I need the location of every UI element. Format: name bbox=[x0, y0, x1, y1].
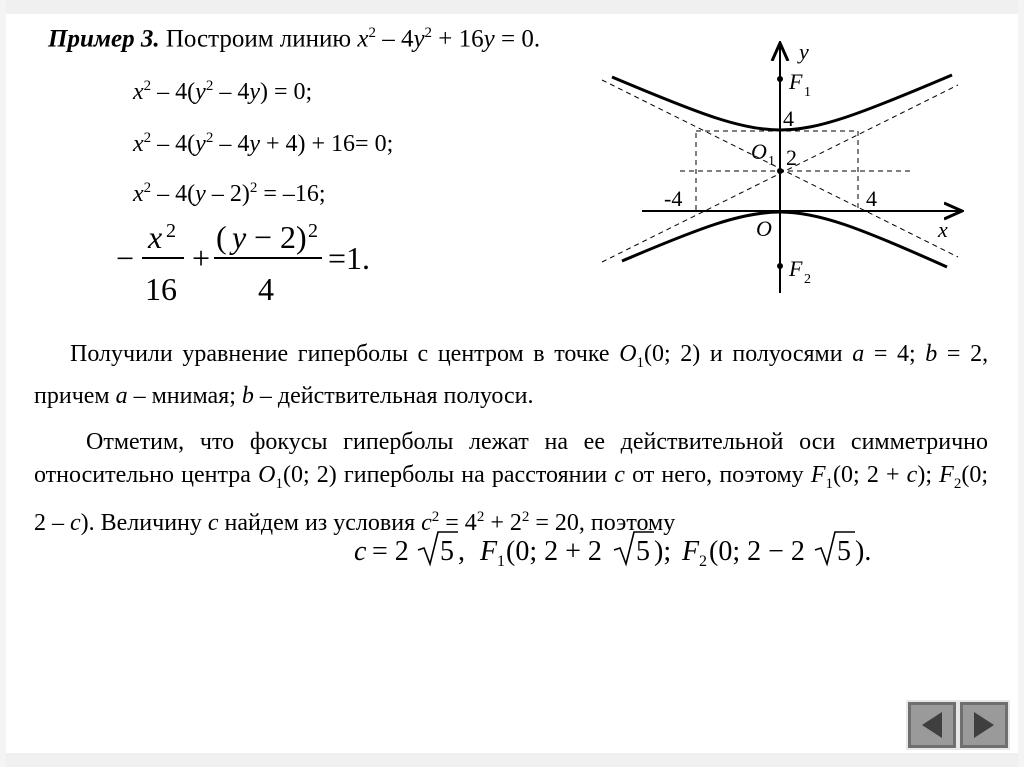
svg-text:4: 4 bbox=[258, 271, 274, 307]
example-number: Пример 3. bbox=[48, 25, 160, 53]
example-intro: Построим линию bbox=[165, 25, 352, 53]
svg-text:2: 2 bbox=[166, 220, 176, 242]
example-title: Пример 3. Построим линию $x^2 - 4y^2 + 16y = 0$. bbox=[48, 25, 541, 53]
paragraph-2-value: ). Величину bbox=[80, 509, 202, 536]
paragraph-2-plus: + 2 bbox=[490, 509, 522, 536]
svg-text:F: F bbox=[682, 536, 700, 567]
svg-text:y: y bbox=[232, 219, 247, 255]
paragraph-2-condition: найдем из условия bbox=[224, 509, 416, 536]
final-formula bbox=[352, 526, 872, 570]
next-slide-button[interactable] bbox=[958, 700, 1010, 750]
paragraph-1-real: – действительная полуоси. bbox=[259, 382, 534, 409]
center-point bbox=[777, 168, 783, 174]
svg-text:=1.: =1. bbox=[328, 240, 371, 276]
paragraph-2-center: (0; 2) гиперболы на расстоянии bbox=[282, 462, 608, 488]
svg-text:);: ); bbox=[654, 536, 672, 567]
paragraph-2-therefore: от него, поэтому bbox=[632, 462, 804, 488]
lower-branch bbox=[622, 212, 947, 267]
focus-1-label: F bbox=[789, 69, 803, 94]
paragraph-2-sep: ); bbox=[917, 462, 932, 488]
equation-3: $x^2 - 4(y - 2)^2 = -16$; bbox=[133, 180, 326, 207]
paragraph-1-a: = 4; bbox=[873, 341, 916, 367]
focus-2-point bbox=[777, 263, 783, 269]
svg-text:5: 5 bbox=[636, 536, 650, 567]
paragraph-2-f1: (0; 2 + bbox=[833, 462, 900, 488]
svg-text:1: 1 bbox=[497, 553, 505, 570]
paragraph-1: Получили уравнение гиперболы с центром в точке $O_1(0$; 2) и полуосями a = 4; b = 2, причем a – мнимая; b – действительная полуоси. bbox=[34, 341, 989, 409]
svg-text:16: 16 bbox=[145, 271, 177, 307]
svg-text:c: c bbox=[354, 536, 367, 567]
origin-label: O bbox=[756, 216, 772, 241]
focus-1-point bbox=[777, 76, 783, 82]
paragraph-2-f2: (0; 2 – bbox=[34, 462, 988, 536]
tick-neg4-x: -4 bbox=[664, 186, 683, 211]
upper-branch bbox=[612, 75, 952, 130]
svg-text:2: 2 bbox=[804, 272, 811, 287]
bottom-frame-bar bbox=[0, 753, 1024, 767]
svg-text:1: 1 bbox=[804, 85, 811, 100]
svg-text:,: , bbox=[458, 536, 465, 567]
paragraph-2-result: = 20, поэтому bbox=[535, 509, 676, 536]
equation-2: $x^2 - 4(y^2 - 4y + 4) + 16= 0$; bbox=[133, 130, 394, 157]
paragraph-1-center: (0; 2) и полуосями bbox=[644, 341, 843, 367]
focus-2-label: F bbox=[789, 256, 803, 281]
svg-text:1: 1 bbox=[768, 154, 775, 169]
svg-text:5: 5 bbox=[440, 536, 454, 567]
svg-text:− 2): − 2) bbox=[254, 219, 307, 255]
svg-text:F: F bbox=[480, 536, 498, 567]
equation-1: $x^2 - 4(y^2 - 4y) = 0$; bbox=[133, 78, 313, 105]
right-frame-bar bbox=[1018, 0, 1024, 767]
svg-text:+: + bbox=[192, 240, 211, 276]
top-frame-bar bbox=[0, 0, 1024, 14]
svg-text:2: 2 bbox=[699, 553, 707, 570]
prev-slide-button[interactable] bbox=[906, 700, 958, 750]
svg-text:x: x bbox=[148, 219, 163, 255]
canonical-equation bbox=[112, 215, 402, 310]
svg-text:2: 2 bbox=[308, 220, 318, 242]
x-axis-label: x bbox=[938, 217, 948, 242]
svg-text:= 2: = 2 bbox=[372, 536, 409, 567]
svg-text:(0; 2 − 2: (0; 2 − 2 bbox=[709, 536, 805, 567]
arrow-left-icon bbox=[908, 702, 956, 748]
hyperbola-graph bbox=[592, 35, 972, 300]
paragraph-1-text: Получили уравнение гиперболы с центром в точке bbox=[70, 341, 610, 367]
center-label: O bbox=[751, 139, 767, 164]
svg-text:(: ( bbox=[216, 219, 227, 255]
svg-text:(0; 2 + 2: (0; 2 + 2 bbox=[506, 536, 602, 567]
tick-2-y: 2 bbox=[786, 145, 797, 170]
svg-text:−: − bbox=[116, 240, 135, 276]
paragraph-2-c2: = 4 bbox=[445, 509, 477, 536]
svg-text:5: 5 bbox=[837, 536, 851, 567]
tick-4-x: 4 bbox=[866, 186, 877, 211]
paragraph-1-imag: – мнимая; bbox=[133, 382, 236, 409]
arrow-right-icon bbox=[960, 702, 1008, 748]
left-frame-bar bbox=[0, 0, 6, 767]
svg-text:).: ). bbox=[855, 536, 872, 567]
y-axis-label: y bbox=[799, 39, 809, 64]
tick-4-y: 4 bbox=[783, 106, 794, 131]
paragraph-2-text: Отметим, что фокусы гиперболы лежат на ее действительной оси симметрично относительно центра bbox=[34, 429, 988, 488]
paragraph-1-b: = 2, причем bbox=[34, 341, 989, 409]
paragraph-2: Отметим, что фокусы гиперболы лежат на ее действительной оси симметрично относительно центра $O_1(0$; 2) гиперболы на расстоянии c от него, поэтому $F_1(0$; 2 + c); $F_2(0$; 2 – c). Величину c найдем из условия $c^2 = 4^2 + 2^2 = 20$, поэтому bbox=[34, 429, 988, 536]
